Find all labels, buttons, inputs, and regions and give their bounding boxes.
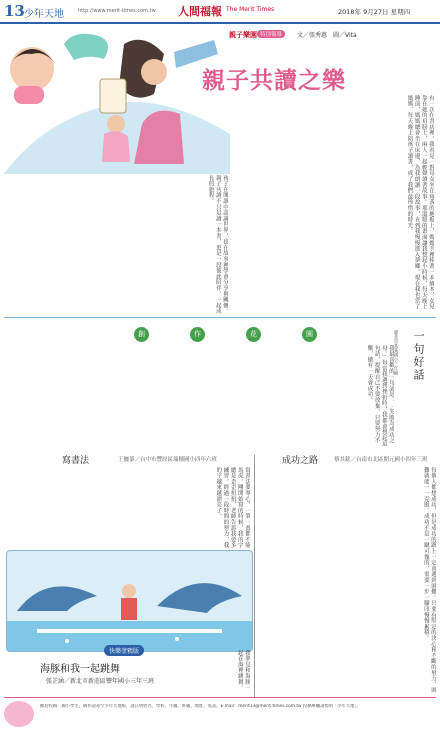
banner-dot-2: 作 bbox=[190, 327, 205, 342]
feature-title: 親子共讀之樂 bbox=[202, 68, 346, 94]
section-divider bbox=[4, 317, 436, 318]
footer-badge bbox=[4, 701, 34, 727]
paper-english-name: The Merit Times bbox=[226, 6, 275, 13]
feature-body-left: 孩子在閱讀中認識世界，也在故事裡學會分享與關懷。親子共讀不只是讀一本書，更是一段彼此陪伴、一起成長的旅程。 bbox=[207, 175, 228, 315]
paper-logo-text: 人間福報 bbox=[178, 5, 222, 18]
page-number: 13 bbox=[4, 2, 25, 20]
reading-illustration bbox=[4, 24, 230, 174]
issue-date: 2018年 9月27日 星期四 bbox=[338, 8, 411, 16]
quote-title: 一句好話 bbox=[412, 330, 425, 382]
dolphin-illustration bbox=[7, 551, 252, 651]
writing-author: 王儷蓁／台中市豐原區瑞穗國小四年六班 bbox=[118, 457, 218, 463]
dolphin-title: 海豚和我一起跳舞 bbox=[40, 664, 120, 675]
page-header bbox=[0, 0, 440, 24]
feature-body-right: 有一次在書店裡，我看見一對母女坐在角落的地板上，媽媽手裡捧著一本繪本，女兒靠在她的肩膀上，兩人一起輕聲讀著故事。那溫暖的畫面讓我想起小時候，每天晚上睡前，媽媽總會坐在床邊，為我朗讀一段故事，直到我慢慢進入夢鄉。現在我也當了媽媽，每天晚上陪孩子讀書，成了我們最珍惜的時光。 bbox=[406, 95, 434, 310]
dolphin-drawing bbox=[6, 550, 253, 652]
feature-byline: 文／張秀惠 圖／Vita bbox=[297, 32, 357, 39]
creative-body: 我最喜歡的一句話是：「失敗為成功之母。」每當我遇到挫折時，我都會想起這句話，提醒自己不要放棄。只要努力不懈，總有一天會成功。 bbox=[366, 345, 394, 447]
success-author: 蔡其鋐／台南市北區開元國小四年三班 bbox=[334, 457, 428, 463]
feature-tag: 親子樂園 bbox=[229, 31, 257, 39]
success-body: 每個人都想成功，但是成功的路上一定會遇到困難。只要有堅定的決心和不斷的努力，困難就能一一克服。成功不是一蹴可幾的，需要一步一腳印慢慢累積。 bbox=[422, 467, 436, 694]
header-url[interactable]: http://www.merit-times.com.tw bbox=[78, 8, 156, 14]
footer bbox=[4, 697, 436, 730]
banner-dot-3: 花 bbox=[246, 327, 261, 342]
quote-credit: 臺北市某某國小三年級 bbox=[393, 330, 398, 375]
column-divider bbox=[254, 455, 255, 697]
feature-badge: 特別報導 bbox=[257, 30, 285, 38]
dolphin-author: 張芷涵／新北市新莊區豐年國小三年三班 bbox=[46, 678, 155, 685]
success-title: 成功之路 bbox=[282, 456, 319, 466]
doodle-label: 快樂塗鴉版 bbox=[104, 645, 144, 656]
banner-dot-1: 創 bbox=[134, 327, 149, 342]
writing-title: 寫書法 bbox=[62, 456, 90, 466]
submission-note: 歡迎投稿：國小學生，稿件請寄至少年天地版，請註明姓名、學校、年級、班級、地址、電話。E-mail：merit13@merit-times.com.tw 投稿專欄請標明「少年天地」。 bbox=[40, 704, 361, 709]
dolphin-story: 我夢見和海豚一起在海裡跳舞。 bbox=[236, 650, 250, 691]
writing-body: 寫書法要專心，一筆一畫都不能馬虎。剛開始寫的時候，我的字總是歪歪扭扭，老師告訴我要多練習。經過一段時間的努力，我的字越來越漂亮了。 bbox=[215, 467, 250, 549]
banner-dot-4: 園 bbox=[302, 327, 317, 342]
section-title: 少年天地 bbox=[24, 9, 64, 20]
